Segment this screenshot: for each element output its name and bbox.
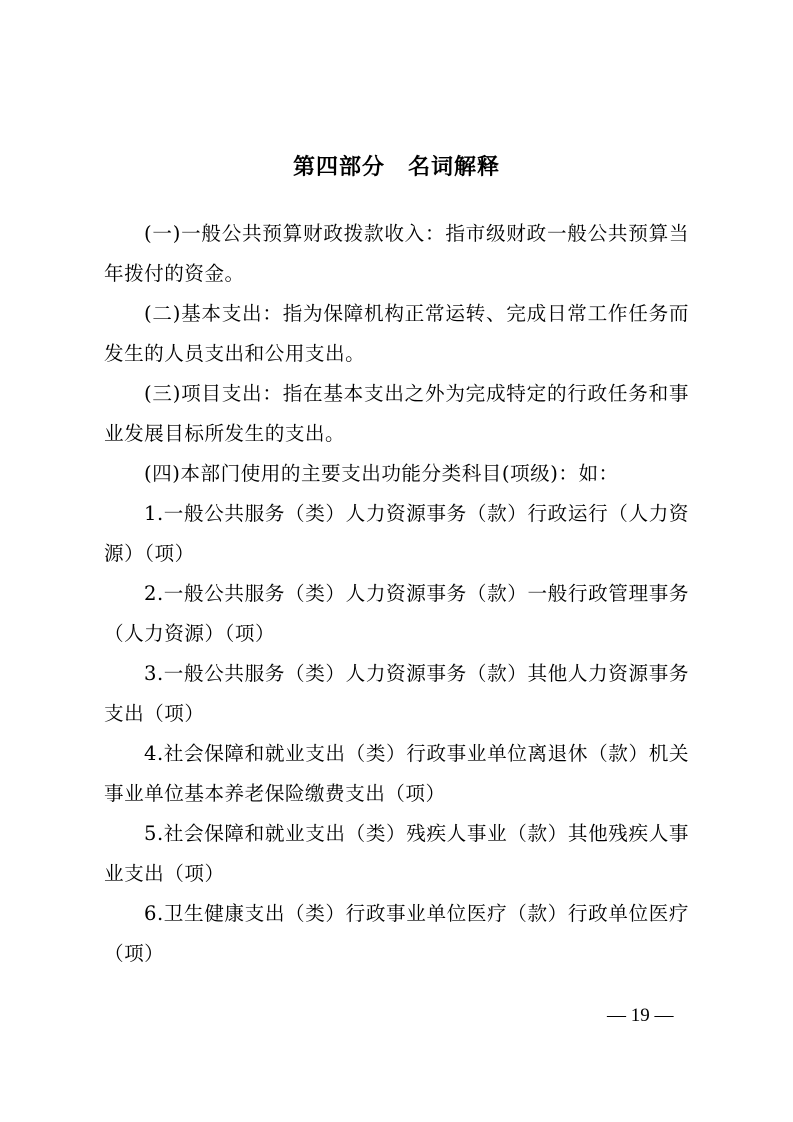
page-title: 第四部分 名词解释 xyxy=(292,154,500,180)
list-item: 5.社会保障和就业支出（类）残疾人事业（款）其他残疾人事业支出（项） xyxy=(104,822,689,885)
paragraph-project-expenditure: (三)项目支出：指在基本支出之外为完成特定的行政任务和事业发展目标所发生的支出。 xyxy=(104,382,689,445)
list-item: 4.社会保障和就业支出（类）行政事业单位离退休（款）机关事业单位基本养老保险缴费支出（项） xyxy=(104,742,689,805)
paragraph-general-budget-revenue: (一)一般公共预算财政拨款收入：指市级财政一般公共预算当年拨付的资金。 xyxy=(104,222,689,285)
list-item: 1.一般公共服务（类）人力资源事务（款）行政运行（人力资源）（项） xyxy=(104,502,689,565)
list-item: 6.卫生健康支出（类）行政事业单位医疗（款）行政单位医疗（项） xyxy=(104,902,689,965)
list-item: 2.一般公共服务（类）人力资源事务（款）一般行政管理事务（人力资源）（项） xyxy=(104,582,689,645)
paragraph-basic-expenditure: (二)基本支出：指为保障机构正常运转、完成日常工作任务而发生的人员支出和公用支出。 xyxy=(104,302,689,365)
page-number: — 19 — xyxy=(607,1005,674,1026)
paragraph-function-categories-intro: (四)本部门使用的主要支出功能分类科目(项级)：如： xyxy=(144,462,619,485)
list-item: 3.一般公共服务（类）人力资源事务（款）其他人力资源事务支出（项） xyxy=(104,662,689,725)
document-body xyxy=(104,214,689,974)
